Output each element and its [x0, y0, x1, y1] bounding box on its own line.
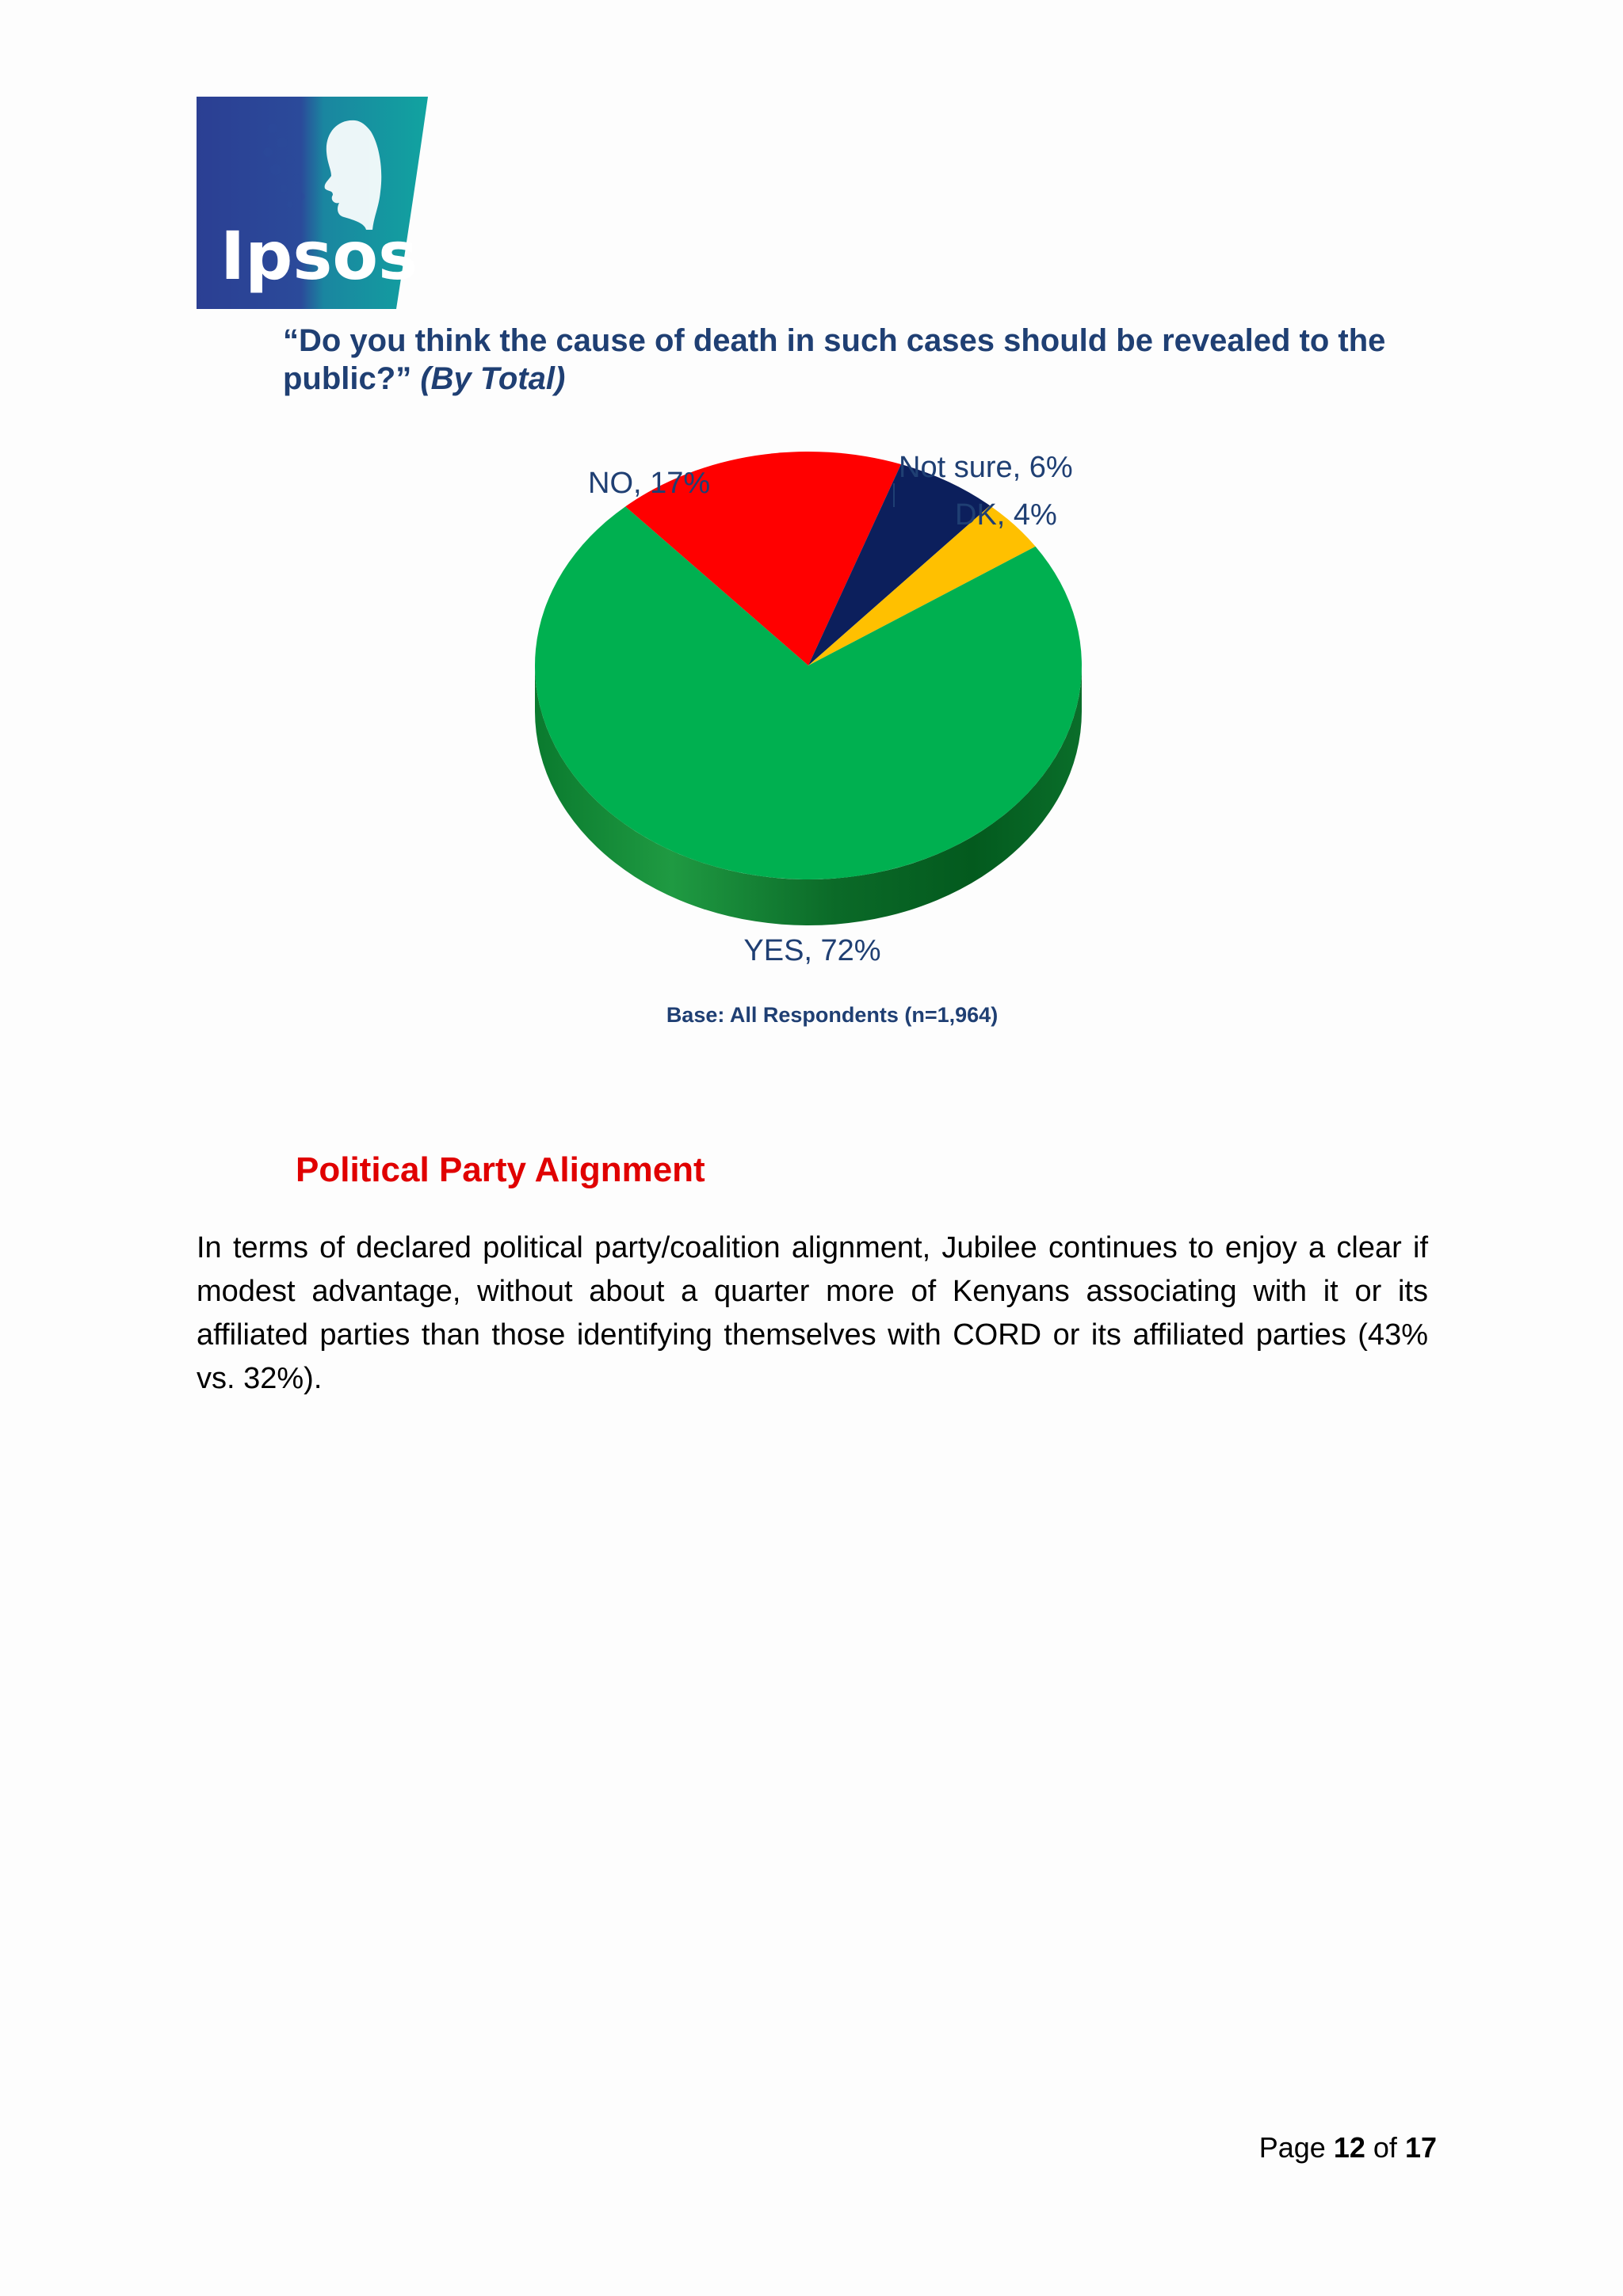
page-total: 17	[1404, 2131, 1437, 2164]
pie-label-yes: YES, 72%	[743, 934, 881, 967]
ipsos-logo	[197, 97, 428, 309]
chart-question: “Do you think the cause of death in such cases should be revealed to the public?”	[283, 323, 1386, 396]
pie-chart-svg	[491, 428, 1157, 1046]
page-of: of	[1373, 2131, 1397, 2164]
chart-qualifier: (By Total)	[420, 361, 566, 396]
page-number	[1247, 2131, 1437, 2164]
chart-title	[283, 322, 1440, 398]
svg-text:Ipsos: Ipsos	[220, 217, 418, 295]
logo-graphic	[197, 97, 428, 309]
chart-base-note: Base: All Respondents (n=1,964)	[666, 1003, 999, 1027]
page-current: 12	[1333, 2131, 1365, 2164]
pie-chart	[491, 428, 1157, 1046]
pie-label-dk: DK, 4%	[955, 498, 1057, 532]
pie-label-no: NO, 17%	[588, 467, 711, 500]
logo-wordmark	[220, 217, 418, 295]
section-heading: Political Party Alignment	[296, 1150, 705, 1189]
body-paragraph: In terms of declared political party/coalition alignment, Jubilee continues to enjoy a clear if modest advantage, without about a quarter more of Kenyans associating with it or its affiliated parties than those identifying themselves with CORD or its affiliated parties (43% vs. 32%).	[197, 1231, 1428, 1395]
page-prefix: Page	[1258, 2131, 1326, 2164]
pie-label-not-sure: Not sure, 6%	[899, 451, 1073, 484]
